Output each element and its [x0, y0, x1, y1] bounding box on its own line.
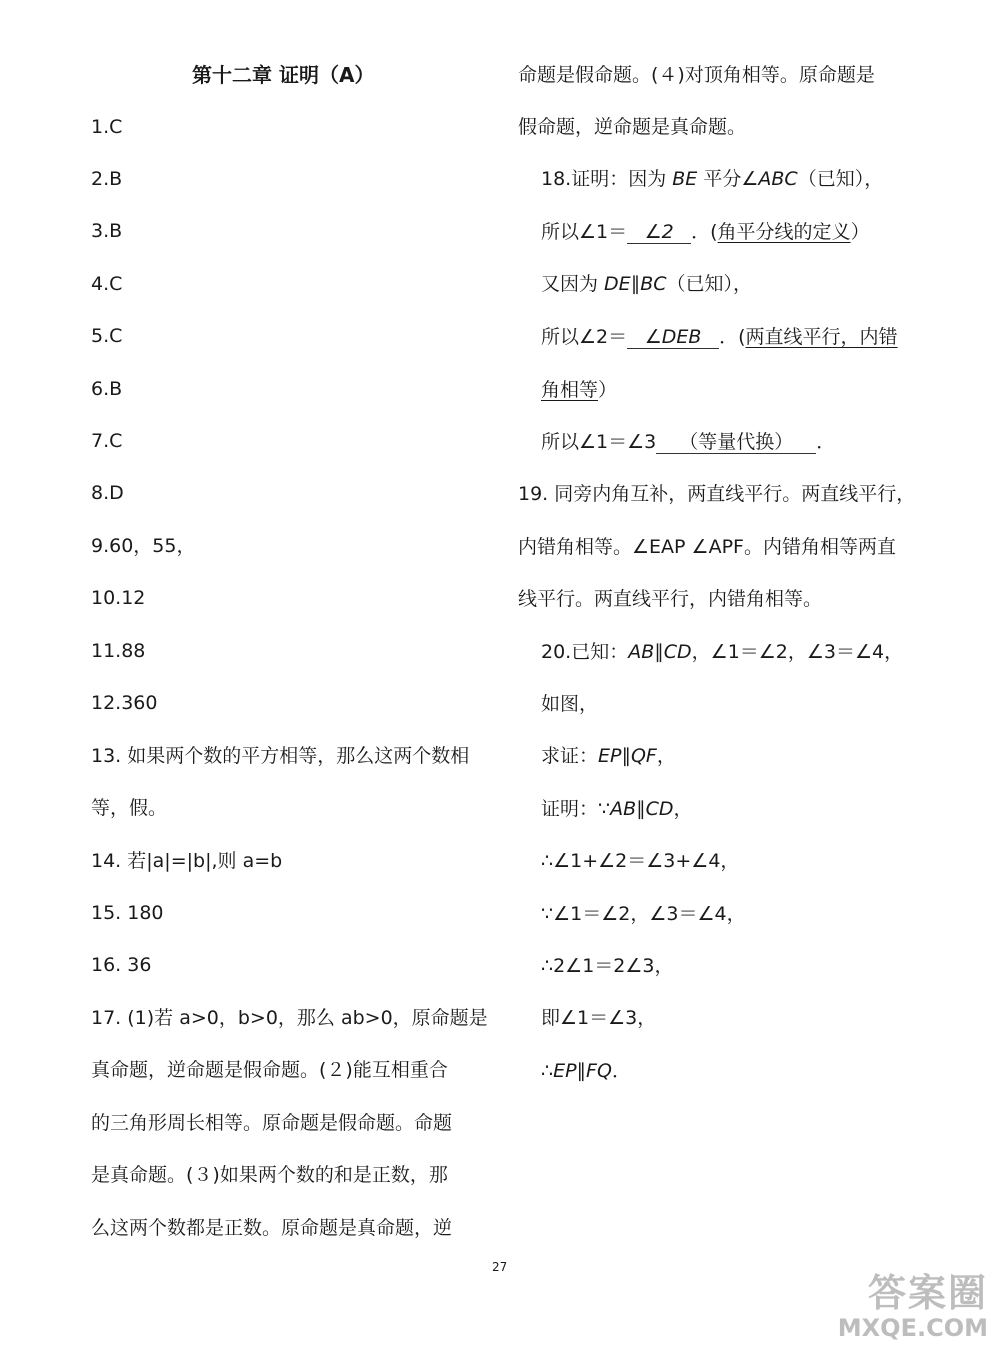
math-expression: EP∥QF: [598, 745, 657, 767]
answer-13-line-1: 13. 如果两个数的平方相等，那么这两个数相: [91, 745, 470, 767]
answer-11: 11.88: [91, 640, 146, 662]
answer-18-line-3: [541, 271, 752, 297]
fill-blank: ∠DEB: [627, 326, 719, 349]
segment-bc: BC: [640, 273, 667, 295]
text-fragment: ）: [598, 379, 618, 401]
text-fragment: 所以∠2＝: [541, 326, 628, 348]
answer-20-line-8: 即∠1＝∠3，: [541, 1007, 657, 1029]
reason-text: 角相等: [541, 379, 599, 401]
answer-17-line-4: 是真命题。(３)如果两个数的和是正数，那: [91, 1164, 448, 1186]
answer-3: 3.B: [91, 220, 123, 242]
answer-9: 9.60，55，: [91, 535, 196, 557]
answer-19-line-3: 线平行。两直线平行，内错角相等。: [518, 588, 823, 610]
text-fragment: 18.证明：因为: [541, 168, 673, 190]
answer-18-line-4: [541, 324, 898, 350]
answer-18-line-2: [541, 219, 870, 245]
answer-17-line-2: 真命题，逆命题是假命题。(２)能互相重合: [91, 1059, 448, 1081]
text-fragment: ，: [673, 798, 693, 820]
answer-1: 1.C: [91, 116, 123, 138]
parallel-symbol: ∥: [630, 273, 641, 295]
answer-17-line-5: 么这两个数都是正数。原命题是真命题，逆: [91, 1217, 453, 1239]
answer-7: 7.C: [91, 430, 123, 452]
answer-15: 15. 180: [91, 902, 164, 924]
math-expression: EP∥FQ: [553, 1060, 612, 1082]
answer-12: 12.360: [91, 692, 158, 714]
angle-abc: ABC: [758, 168, 798, 190]
page-number: 27: [492, 1260, 508, 1274]
answer-6: 6.B: [91, 378, 123, 400]
answer-13-line-2: 等，假。: [91, 797, 168, 819]
text-fragment: 又因为: [541, 273, 605, 295]
text-fragment: ∴: [541, 1060, 554, 1082]
text-fragment: ．(: [691, 221, 718, 243]
reason-text: 两直线平行，内错: [745, 326, 898, 348]
answer-20-line-9: [541, 1058, 631, 1084]
answer-19-line-1: 19. 同旁内角互补，两直线平行。两直线平行，: [518, 483, 916, 505]
text-fragment: 所以∠1＝∠3: [541, 431, 657, 453]
text-fragment: 证明：∵: [541, 798, 611, 820]
answer-18-line-6: [541, 429, 835, 455]
answer-17-line-7: 假命题，逆命题是真命题。: [518, 116, 747, 138]
text-fragment: 所以∠1＝: [541, 221, 628, 243]
answer-2: 2.B: [91, 168, 123, 190]
answer-4: 4.C: [91, 273, 123, 295]
answer-20-line-2: 如图，: [541, 693, 599, 715]
watermark-logo: [838, 1272, 988, 1342]
answer-18-line-1: [541, 166, 883, 192]
text-fragment: ）: [850, 221, 870, 243]
segment-de: DE: [604, 273, 631, 295]
watermark-en: MXQE.COM: [837, 1314, 988, 1342]
text-fragment: 平分∠: [697, 168, 759, 190]
text-fragment: ．(: [719, 326, 746, 348]
chapter-title: 第十二章 证明（A）: [192, 63, 375, 87]
answer-20-line-1: [541, 639, 903, 665]
answer-14: 14. 若|a|=|b|,则 a=b: [91, 850, 283, 872]
answer-20-line-4: [541, 796, 693, 822]
text-fragment: ．: [611, 1060, 631, 1082]
answer-20-line-3: [541, 743, 676, 769]
answer-17-line-1: 17. (1)若 a>0，b>0，那么 ab>0，原命题是: [91, 1007, 488, 1029]
answer-18-line-5: [541, 377, 617, 403]
text-fragment: （已知），: [666, 273, 753, 295]
answer-5: 5.C: [91, 325, 123, 347]
answer-16: 16. 36: [91, 954, 152, 976]
reason-text: 角平分线的定义: [717, 221, 851, 243]
answer-10: 10.12: [91, 587, 146, 609]
segment-be: BE: [672, 168, 698, 190]
answer-20-line-6: ∵∠1＝∠2，∠3＝∠4，: [541, 903, 746, 925]
answer-17-line-3: 的三角形周长相等。原命题是假命题。命题: [91, 1112, 453, 1134]
math-expression: AB∥CD: [610, 798, 674, 820]
answer-8: 8.D: [91, 482, 124, 504]
text-fragment: （已知），: [797, 168, 884, 190]
text-fragment: ．: [816, 431, 836, 453]
text-fragment: ，: [656, 745, 676, 767]
answer-20-line-5: ∴∠1+∠2＝∠3+∠4，: [541, 850, 740, 872]
answer-20-line-7: ∴2∠1＝2∠3，: [541, 955, 674, 977]
watermark-cn: 答案圈: [867, 1271, 988, 1315]
math-expression: AB∥CD: [628, 641, 692, 663]
fill-blank: （等量代换）: [656, 431, 816, 454]
text-fragment: 20.已知：: [541, 641, 629, 663]
text-fragment: 求证：: [541, 745, 599, 767]
answer-17-line-6: 命题是假命题。(４)对顶角相等。原命题是: [518, 64, 875, 86]
text-fragment: ，∠1＝∠2，∠3＝∠4，: [691, 641, 904, 663]
fill-blank: ∠2: [627, 221, 691, 244]
answer-19-line-2: 内错角相等。∠EAP ∠APF。内错角相等两直: [518, 536, 896, 558]
